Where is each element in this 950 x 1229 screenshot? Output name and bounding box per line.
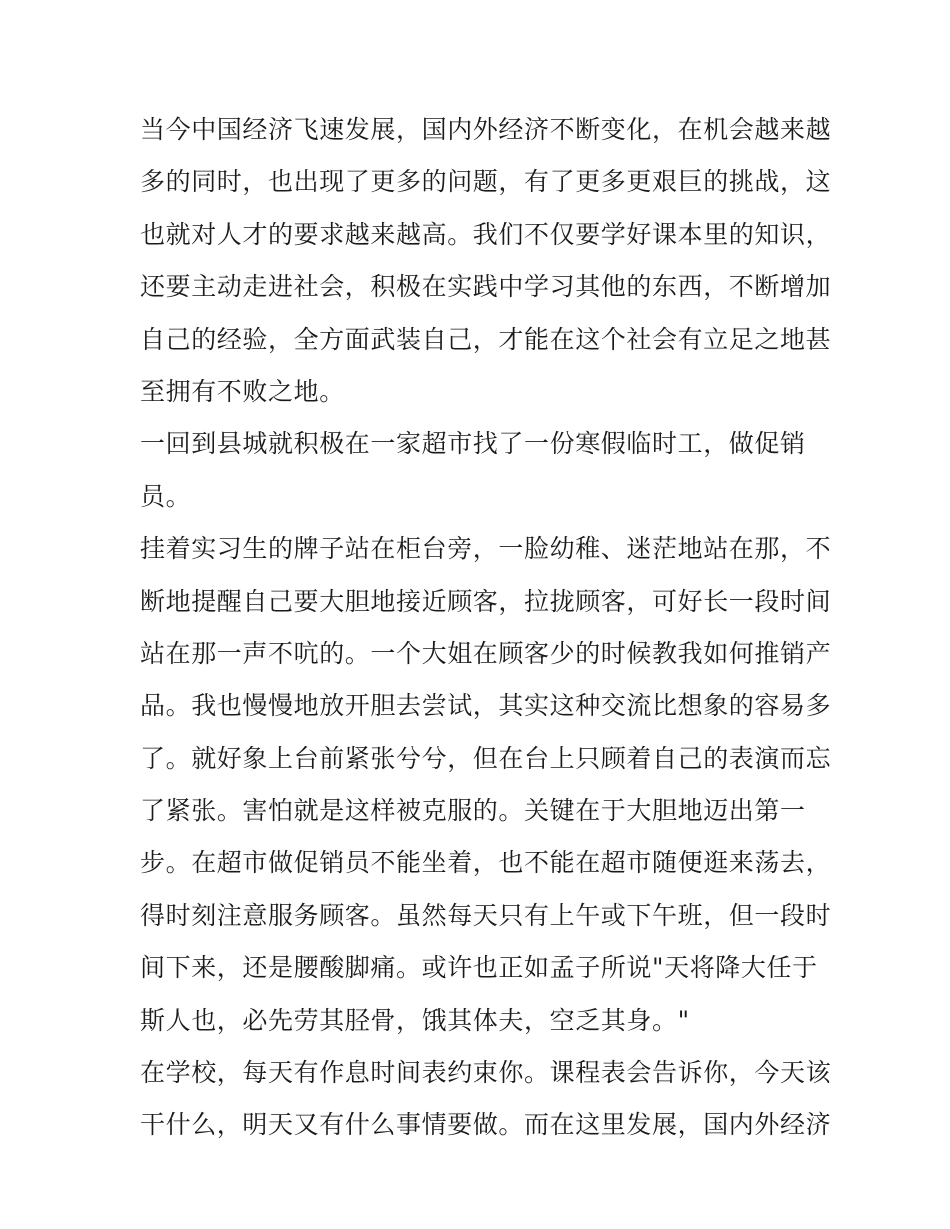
text-line: 了。就好象上台前紧张兮兮，但在台上只顾着自己的表演而忘 <box>140 743 832 773</box>
text-line: 也就对人才的要求越来越高。我们不仅要学好课本里的知识， <box>140 219 832 249</box>
text-line: 品。我也慢慢地放开胆去尝试，其实这种交流比想象的容易多 <box>140 691 832 721</box>
text-line: 得时刻注意服务顾客。虽然每天只有上午或下午班，但一段时 <box>140 900 832 930</box>
text-line: 当今中国经济飞速发展，国内外经济不断变化，在机会越来越 <box>140 115 832 144</box>
text-line: 间下来，还是腰酸脚痛。或许也正如孟子所说"天将降大任于 <box>140 953 818 983</box>
text-line: 至拥有不败之地。 <box>140 376 345 406</box>
text-line: 自己的经验，全方面武装自己，才能在这个社会有立足之地甚 <box>140 324 832 354</box>
text-line: 斯人也，必先劳其胫骨，饿其体夫，空乏其身。" <box>140 1005 690 1035</box>
text-line: 干什么，明天又有什么事情要做。而在这里发展，国内外经济 <box>140 1110 832 1140</box>
text-line: 断地提醒自己要大胆地接近顾客，拉拢顾客，可好长一段时间 <box>140 586 832 616</box>
text-line: 多的同时，也出现了更多的问题，有了更多更艰巨的挑战，这 <box>140 167 832 197</box>
body-text <box>140 104 832 1152</box>
text-line: 员。 <box>140 481 192 511</box>
text-line: 在学校，每天有作息时间表约束你。课程表会告诉你，今天该 <box>140 1058 832 1088</box>
text-line: 步。在超市做促销员不能坐着，也不能在超市随便逛来荡去， <box>140 848 832 878</box>
text-line: 挂着实习生的牌子站在柜台旁，一脸幼稚、迷茫地站在那，不 <box>140 534 832 564</box>
text-line: 还要主动走进社会，积极在实践中学习其他的东西，不断增加 <box>140 272 832 302</box>
text-line: 一回到县城就积极在一家超市找了一份寒假临时工，做促销 <box>140 429 806 459</box>
text-line: 了紧张。害怕就是这样被克服的。关键在于大胆地迈出第一 <box>140 796 806 826</box>
text-line: 站在那一声不吭的。一个大姐在顾客少的时候教我如何推销产 <box>140 638 832 668</box>
